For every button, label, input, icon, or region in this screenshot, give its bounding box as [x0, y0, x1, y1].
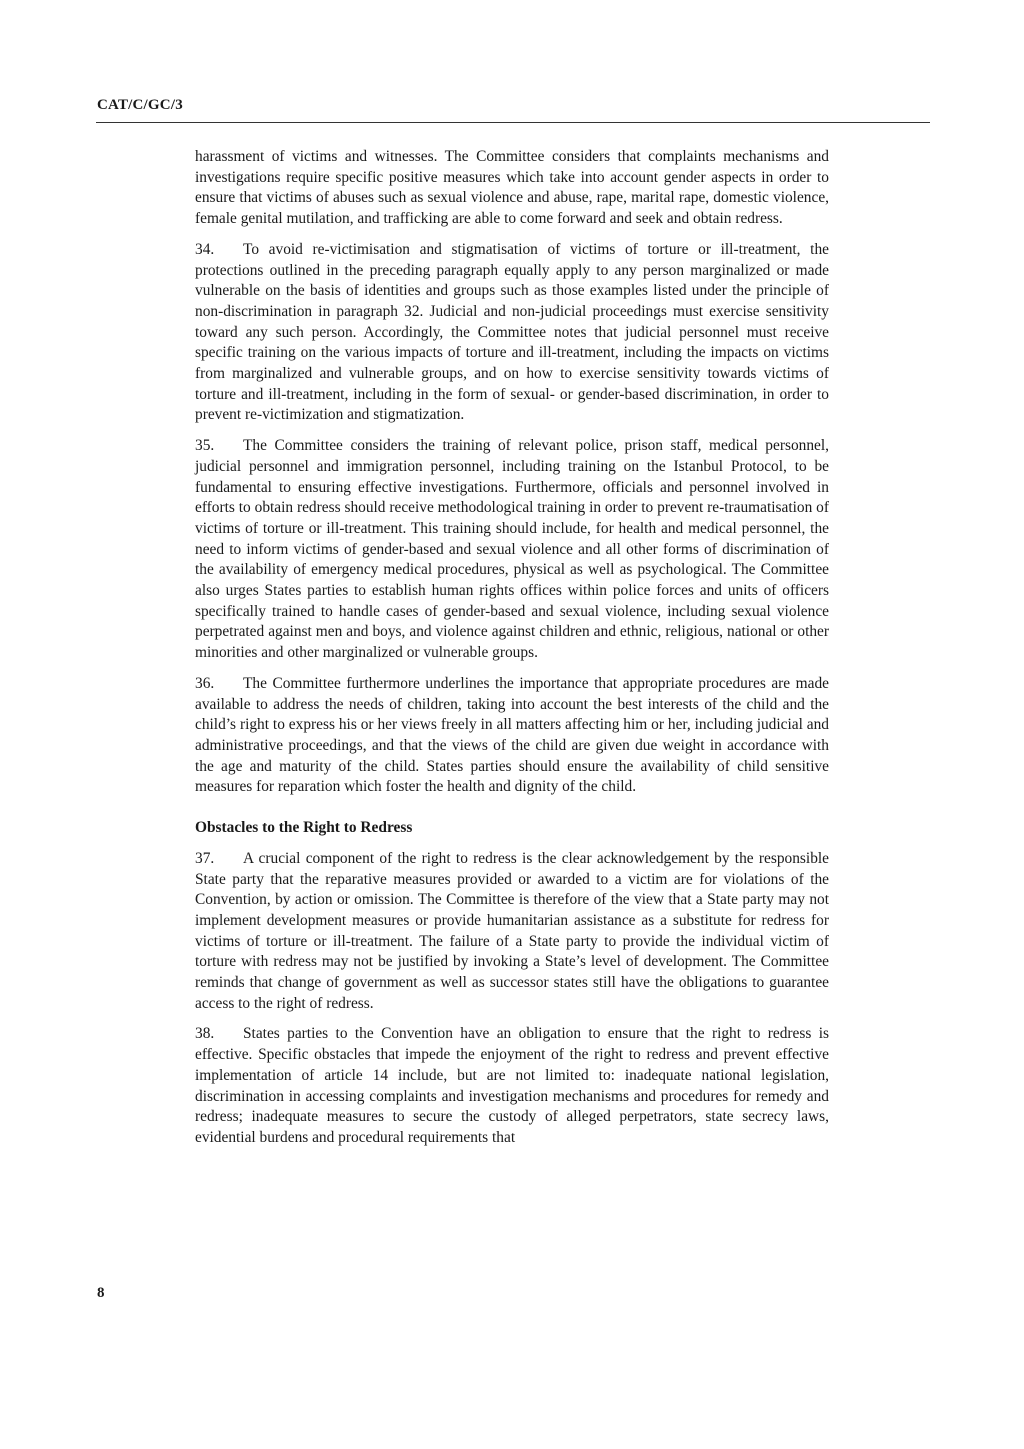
- document-body: [195, 147, 829, 1159]
- paragraph-text: States parties to the Convention have an obligation to ensure that the right to redress is effective. Specific obstacles that impede the enjoyment of the right to redress and prevent effective implementation of article 14 include, but are not limited to: inadequate national legislation, discrimination in accessing complaints and investigation mechanisms and procedures for remedy and redress; inadequate measures to secure the custody of alleged perpetrators, state secrecy laws, evidential burdens and procedural requirements that: [195, 1025, 829, 1146]
- paragraph-continued: [195, 147, 829, 230]
- section-heading: Obstacles to the Right to Redress: [195, 819, 413, 837]
- document-symbol: CAT/C/GC/3: [97, 97, 183, 113]
- paragraph-number: 35.: [195, 437, 215, 455]
- page-number: 8: [97, 1285, 105, 1301]
- paragraph-text: To avoid re-victimisation and stigmatisation of victims of torture or ill-treatment, the protections outlined in the preceding paragraph equally apply to any person marginalized or made vulnerable on the basis of identities and groups such as those examples listed under the principle of non-discrimination in paragraph 32. Judicial and non-judicial proceedings must exercise sensitivity toward any such person. Accordingly, the Committee notes that judicial personnel must receive specific training on the various impacts of torture and ill-treatment, including the impacts on victims from marginalized and vulnerable groups, and on how to exercise sensitivity towards victims of torture and ill-treatment, including in the form of sexual- or gender-based discrimination, in order to prevent re-victimization and stigmatization.: [195, 240, 829, 424]
- paragraph-number: 36.: [195, 674, 215, 692]
- paragraph-text: The Committee furthermore underlines the importance that appropriate procedures are made available to address the needs of children, taking into account the best interests of the child and the child’s right to express his or her views freely in all matters affecting him or her, including judicial and administrative proceedings, and that the views of the child are given due weight in accordance with the age and maturity of the child. States parties should ensure the availability of child sensitive measures for reparation which foster the health and dignity of the child.: [195, 674, 829, 796]
- paragraph-number: 38.: [195, 1025, 215, 1043]
- paragraph-text: harassment of victims and witnesses. The Committee considers that complaints mechanisms and investigations require specific positive measures which take into account gender aspects in order to ensure that victims of abuses such as sexual violence and abuse, rape, marital rape, domestic violence, female genital mutilation, and trafficking are able to come forward and seek and obtain redress.: [195, 148, 829, 228]
- paragraph-37: [195, 849, 829, 1015]
- paragraph-34: [195, 240, 829, 426]
- paragraph-35: [195, 436, 829, 664]
- paragraph-38: [195, 1024, 829, 1148]
- paragraph-text: A crucial component of the right to redress is the clear acknowledgement by the responsible State party that the reparative measures provided or awarded to a victim are for violations of the Convention, by action or omission. The Committee is therefore of the view that a State party may not implement development measures or provide humanitarian assistance as a substitute for redress for victims of torture or ill-treatment. The failure of a State party to provide the individual victim of torture with redress may not be justified by invoking a State’s level of development. The Committee reminds that change of government as well as successor states still have the obligations to guarantee access to the right of redress.: [195, 849, 829, 1012]
- paragraph-number: 34.: [195, 240, 215, 258]
- paragraph-text: The Committee considers the training of relevant police, prison staff, medical personnel, judicial personnel and immigration personnel, including training on the Istanbul Protocol, to be fundamental to ensuring effective investigations. Furthermore, officials and personnel involved in efforts to obtain redress should receive methodological training in order to prevent re-traumatisation of victims of torture or ill-treatment. This training should include, for health and medical personnel, the need to inform victims of gender-based and sexual violence and all other forms of discrimination of the availability of emergency medical procedures, physical as well as psychological. The Committee also urges States parties to establish human rights offices within police forces and units of officers specifically trained to handle cases of gender-based and sexual violence, including sexual violence perpetrated against men and boys, and violence against children and ethnic, religious, national or other minorities and other marginalized or vulnerable groups.: [195, 437, 829, 662]
- header-divider: [96, 122, 930, 123]
- paragraph-number: 37.: [195, 849, 215, 867]
- paragraph-36: [195, 674, 829, 798]
